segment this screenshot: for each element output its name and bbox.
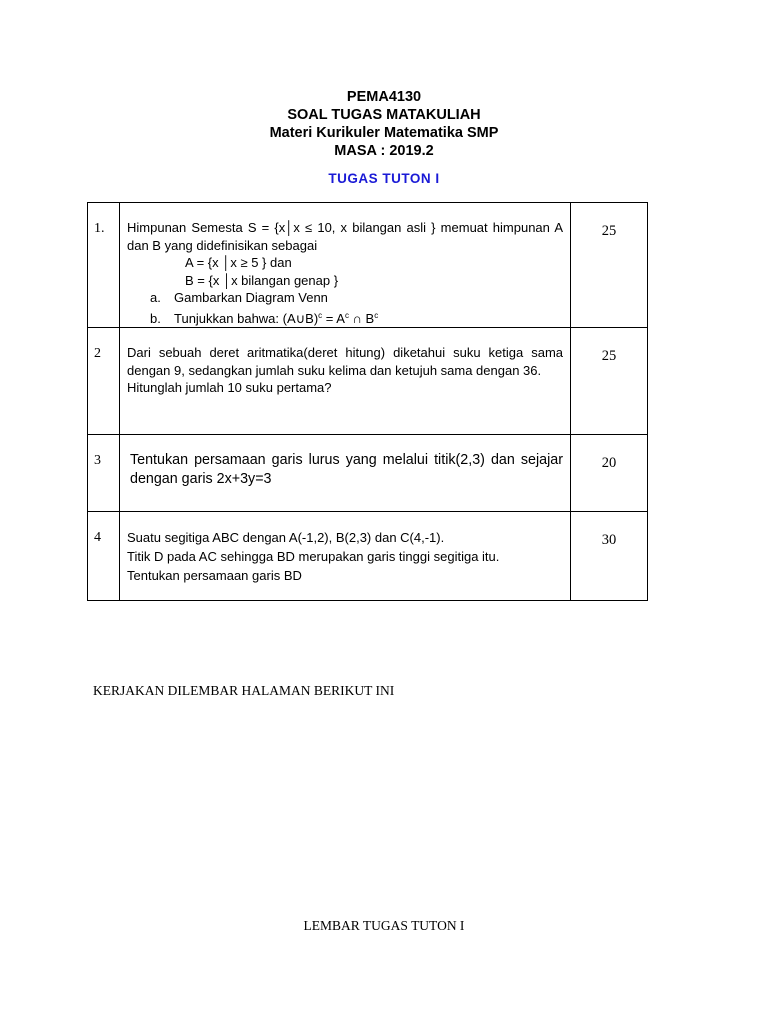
question-body xyxy=(120,435,571,512)
sub-question-a xyxy=(127,289,563,307)
course-code: PEMA4130 xyxy=(346,89,422,105)
period: MASA : 2019.2 xyxy=(334,143,434,159)
sub-question-text: Gambarkan Diagram Venn xyxy=(174,290,328,305)
assignment-subtitle: TUGAS TUTON I xyxy=(328,171,440,186)
table-row xyxy=(88,435,648,512)
complement-superscript: c xyxy=(374,310,379,320)
question-body xyxy=(120,203,571,328)
sub-question-b xyxy=(127,307,563,328)
question-text: Hitunglah jumlah 10 suku pertama? xyxy=(127,380,332,395)
table-row xyxy=(88,512,648,601)
question-number: 4 xyxy=(88,512,120,601)
course-name: Materi Kurikuler Matematika SMP xyxy=(269,125,499,141)
document-title: SOAL TUGAS MATAKULIAH xyxy=(287,107,481,123)
question-score: 25 xyxy=(571,203,648,328)
sub-question-label: a. xyxy=(150,290,161,305)
set-b-definition: B = {x │x bilangan genap } xyxy=(185,272,339,288)
question-text: Tentukan persamaan garis BD xyxy=(127,568,302,583)
question-score: 30 xyxy=(571,512,648,601)
question-score: 20 xyxy=(571,435,648,512)
question-text: Himpunan Semesta S = {x│x ≤ 10, x bilangan asli } memuat himpunan A dan B yang didefinisikan sebagai xyxy=(127,220,563,253)
question-number: 2 xyxy=(88,328,120,435)
question-number: 3 xyxy=(88,435,120,512)
question-body xyxy=(120,328,571,435)
complement-superscript: c xyxy=(344,310,349,320)
question-body xyxy=(120,512,571,601)
sub-question-text: ∩ B xyxy=(348,310,375,326)
sheet-title: LEMBAR TUGAS TUTON I xyxy=(303,918,465,933)
question-text: Titik D pada AC sehingga BD merupakan garis tinggi segitiga itu. xyxy=(127,549,500,564)
sub-question-text: Tunjukkan bahwa: (A∪B) xyxy=(174,310,319,326)
question-score: 25 xyxy=(571,328,648,435)
sub-question-text: = A xyxy=(322,310,345,326)
table-row xyxy=(88,203,648,328)
question-number: 1. xyxy=(88,203,120,328)
instruction-text: KERJAKAN DILEMBAR HALAMAN BERIKUT INI xyxy=(93,683,395,698)
questions-table xyxy=(87,202,648,601)
document-header xyxy=(0,88,768,160)
question-text: Suatu segitiga ABC dengan A(-1,2), B(2,3) dan C(4,-1). xyxy=(127,530,445,545)
question-text: Tentukan persamaan garis lurus yang melalui titik(2,3) dan sejajar dengan garis 2x+3y=3 xyxy=(130,452,563,487)
sub-question-label: b. xyxy=(150,310,161,326)
table-row xyxy=(88,328,648,435)
complement-superscript: c xyxy=(318,310,323,320)
set-a-definition: A = {x │x ≥ 5 } dan xyxy=(185,255,292,270)
question-text: Dari sebuah deret aritmatika(deret hitung) diketahui suku ketiga sama dengan 9, sedangkan jumlah suku kelima dan ketujuh sama dengan 36. xyxy=(127,345,563,378)
